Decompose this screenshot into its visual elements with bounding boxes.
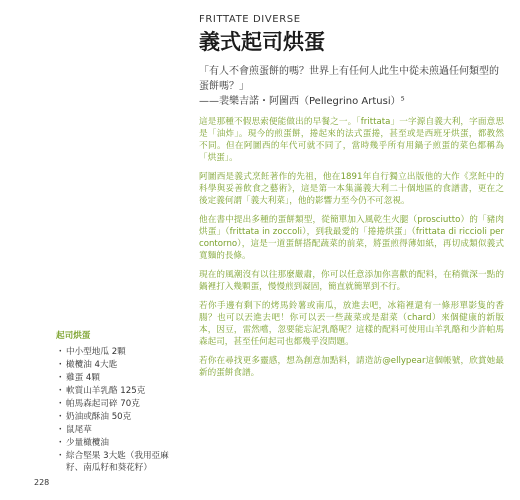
ingredient-text: 軟質山羊乳酪 125克 bbox=[66, 386, 146, 396]
bullet-mark: ・ bbox=[56, 373, 65, 383]
body-paragraph: 他在書中提出多種的蛋餅類型，從簡單加入風乾生火腿（prosciutto）的「豬肉烘蛋」（frittata in zoccoli），到我最愛的「捲捲烘蛋」（frittata di riccioli per contorno），這是一道蛋餅搭配蔬菜的前菜，將蛋煎得薄如紙，再切成類似義式寬麵的長條。 bbox=[199, 215, 504, 261]
recipe-title: 義式起司烘蛋 bbox=[199, 30, 325, 54]
list-item bbox=[56, 424, 176, 436]
quote-attribution: ——裴樂吉諾・阿圖西（Pellegrino Artusi）⁵ bbox=[199, 96, 405, 107]
ingredient-text: 綜合堅果 3大匙（我用亞麻籽、南瓜籽和葵花籽） bbox=[66, 451, 169, 473]
body-paragraph: 若你在尋找更多靈感，想為創意加點料，請造訪@ellypear這個帳號，欣賞她最新的蛋餅食譜。 bbox=[199, 356, 504, 378]
bullet-mark: ・ bbox=[56, 399, 65, 409]
epigraph-quote bbox=[199, 64, 504, 109]
page-number: 228 bbox=[34, 478, 50, 487]
ingredient-text: 鼠尾草 bbox=[66, 425, 92, 435]
bullet-mark: ・ bbox=[56, 360, 65, 370]
list-item bbox=[56, 359, 176, 371]
list-item bbox=[56, 372, 176, 384]
ingredients-list bbox=[56, 346, 176, 474]
list-item bbox=[56, 385, 176, 397]
list-item bbox=[56, 346, 176, 358]
ingredients-sidebar bbox=[56, 329, 176, 475]
bullet-mark: ・ bbox=[56, 451, 65, 461]
ingredient-text: 奶油或酥油 50克 bbox=[66, 412, 132, 422]
quote-text: 「有人不會煎蛋餅的嗎？世界上有任何人此生中從未煎過任何類型的蛋餅嗎？」 bbox=[199, 66, 499, 92]
body-paragraph: 若你手邊有剩下的烤馬鈴薯或南瓜，放進去吧，冰箱裡還有一條形單影隻的香腸？也可以丟進去吧！你可以丟一些蔬菜或是甜菜（chard）來個健康的新版本，因豆，雷然嚐，忽要能忘記乳酪呢？這樣的配料可使用山羊乳酪和少許帕馬森起司，甚至任何起司也都幾乎沒問題。 bbox=[199, 301, 504, 347]
body-text bbox=[199, 116, 504, 386]
ingredient-text: 雞蛋 4顆 bbox=[66, 373, 100, 383]
bullet-mark: ・ bbox=[56, 425, 65, 435]
bullet-mark: ・ bbox=[56, 386, 65, 396]
ingredient-text: 帕馬森起司碎 70克 bbox=[66, 399, 140, 409]
ingredients-title: 起司烘蛋 bbox=[56, 331, 91, 341]
list-item bbox=[56, 450, 176, 474]
section-kicker: FRITTATE DIVERSE bbox=[199, 14, 301, 25]
bullet-mark: ・ bbox=[56, 347, 65, 357]
ingredient-text: 中小型地瓜 2顆 bbox=[66, 347, 126, 357]
bullet-mark: ・ bbox=[56, 438, 65, 448]
bullet-mark: ・ bbox=[56, 412, 65, 422]
body-paragraph: 這是那種不假思索便能做出的早餐之一。「frittata」一字源自義大利，字面意思是「油炸」。現今的煎蛋餅，捲起來的法式蛋捲，甚至或是西班牙烘蛋，都教然不同。但在阿圖西的年代可就不同了，當時幾乎所有用鍋子煎蛋的菜色都稱為「烘蛋」。 bbox=[199, 117, 504, 163]
ingredient-text: 橄欖油 4大匙 bbox=[66, 360, 118, 370]
list-item bbox=[56, 398, 176, 410]
body-paragraph: 阿圖西是義式烹飪著作的先祖，他在1891年自行獨立出版他的大作《烹飪中的科學與妥善飲食之藝術》，這是第一本集滿義大利二十個地區的食譜書，更在之後定義何謂「義大利菜」，他的影響力至今仍不可忽視。 bbox=[199, 172, 504, 206]
body-paragraph: 現在的風潮沒有以往那麼嚴肅，你可以任意添加你喜歡的配料，在稍微深一點的鍋裡打入幾顆蛋，慢慢煎到凝固，簡直就簡單到不行。 bbox=[199, 270, 504, 292]
ingredient-text: 少量橄欖油 bbox=[66, 438, 109, 448]
list-item bbox=[56, 437, 176, 449]
list-item bbox=[56, 411, 176, 423]
